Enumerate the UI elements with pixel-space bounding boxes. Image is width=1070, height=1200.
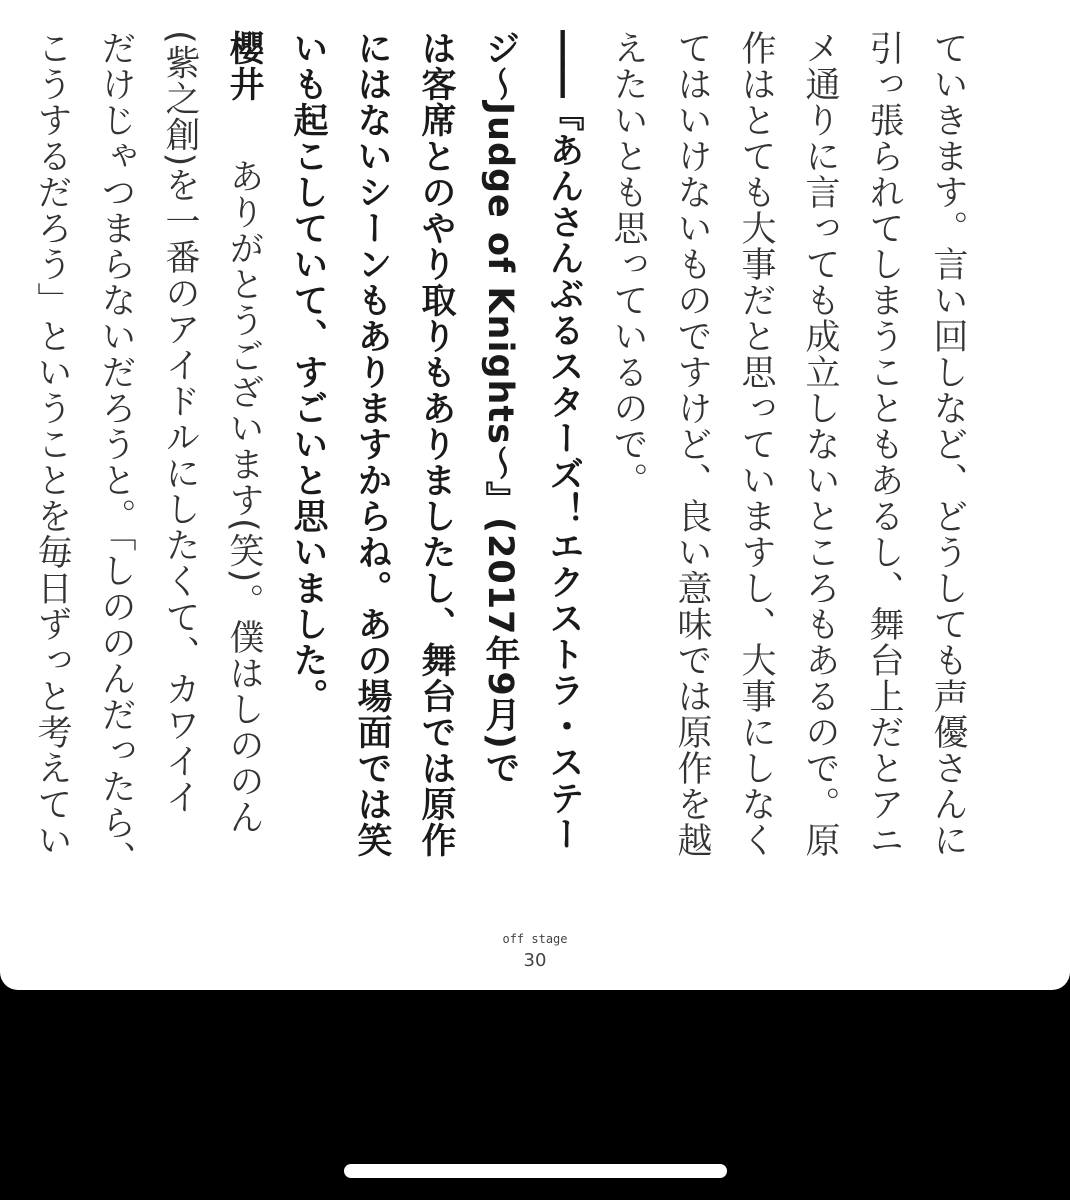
speaker-text: ありがとうございます(笑)。僕はしののん: [224, 158, 264, 836]
interviewer-question-line: [532, 30, 596, 852]
speaker-line: (紫之創)を一番のアイドルにしたくて、カワイイ: [160, 30, 200, 816]
text-line: メ通りに言っても成立しないところもあるので。原: [800, 30, 840, 858]
text-line: 作はとても大事だと思っていますし、大事にしなく: [736, 30, 776, 858]
page-number: 30: [523, 950, 547, 971]
speaker-name: 櫻井: [224, 30, 264, 102]
footer-section-label: off stage: [502, 932, 568, 946]
text-line: 引っ張られてしまうこともあるし、舞台上だとアニ: [864, 30, 904, 858]
text-line: てはいけないものですけど、良い意味では原作を越: [672, 30, 712, 858]
speaker-line: こうするだろう」ということを毎日ずっと考えてい: [32, 30, 72, 858]
text-line: えたいとも思っているので。: [608, 30, 648, 498]
interviewer-dash: ――: [544, 30, 584, 96]
interviewer-line: は客席とのやり取りもありましたし、舞台では原作: [416, 30, 456, 858]
speaker-answer-line: [212, 30, 276, 840]
home-indicator-bar[interactable]: [344, 1164, 727, 1178]
interviewer-line: ジ～Judge of Knights～』(2017年9月)で: [480, 30, 520, 786]
interviewer-line: いも起こしていて、すごいと思いました。: [288, 30, 328, 714]
interviewer-line: にはないシーンもありますからね。あの場面では笑: [352, 30, 392, 858]
vertical-text-block: [20, 30, 980, 877]
interviewer-text: 『あんさんぶるスターズ！エクストラ・ステー: [544, 96, 584, 852]
speaker-line: だけじゃつまらないだろうと。「しののんだったら、: [96, 30, 136, 877]
text-line: ていきます。言い回しなど、どうしても声優さんに: [928, 30, 968, 858]
